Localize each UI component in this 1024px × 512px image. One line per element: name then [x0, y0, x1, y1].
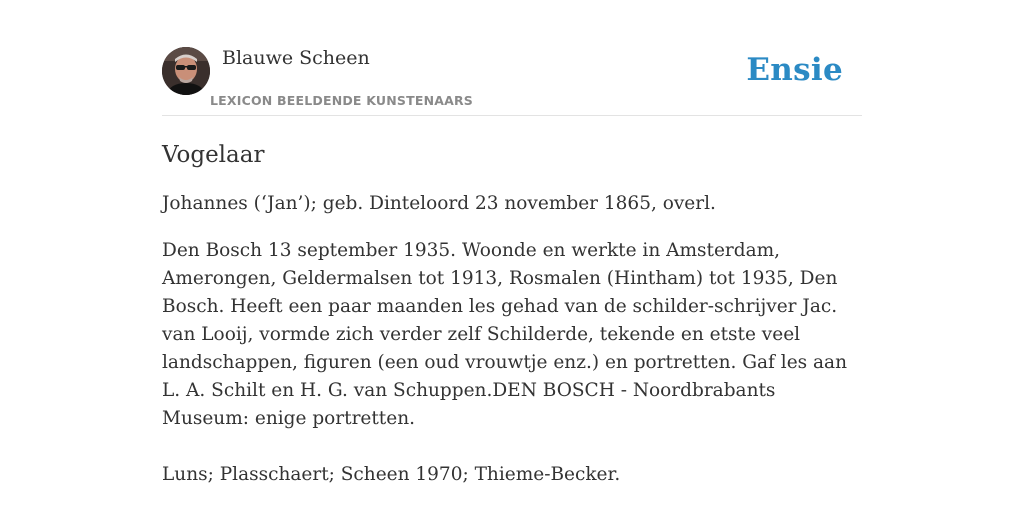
author-avatar[interactable] [162, 47, 210, 95]
article-paragraph: Den Bosch 13 september 1935. Woonde en werkte in Amsterdam, Amerongen, Geldermalsen tot 1913, Rosmalen (Hintham) tot 1935, Den Bosch. Heeft een paar maanden les gehad van de schilder-schrijver Jac. van Looij, vormde zich verder zelf Schilderde, tekende en etste veel landschappen, figuren (een oud vrouwtje enz.) en portretten. Gaf les aan L. A. Schilt en H. G. van Schuppen.DEN BOSCH - Noordbrabants Museum: enige portretten. [162, 240, 847, 429]
author-name[interactable]: Blauwe Scheen [222, 47, 370, 69]
article-sources: Luns; Plasschaert; Scheen 1970; Thieme-Becker. [162, 464, 621, 485]
lexicon-label[interactable]: LEXICON BEELDENDE KUNSTENAARS [210, 93, 474, 108]
avatar-photo-icon [162, 47, 210, 95]
ensie-logo[interactable]: Ensie [746, 52, 843, 88]
article-content [162, 116, 862, 489]
article-paragraph: Johannes (‘Jan’); geb. Dinteloord 23 november 1865, overl. [162, 193, 716, 214]
article-header [162, 46, 862, 116]
article-card [162, 46, 862, 489]
article-title: Vogelaar [162, 142, 265, 168]
